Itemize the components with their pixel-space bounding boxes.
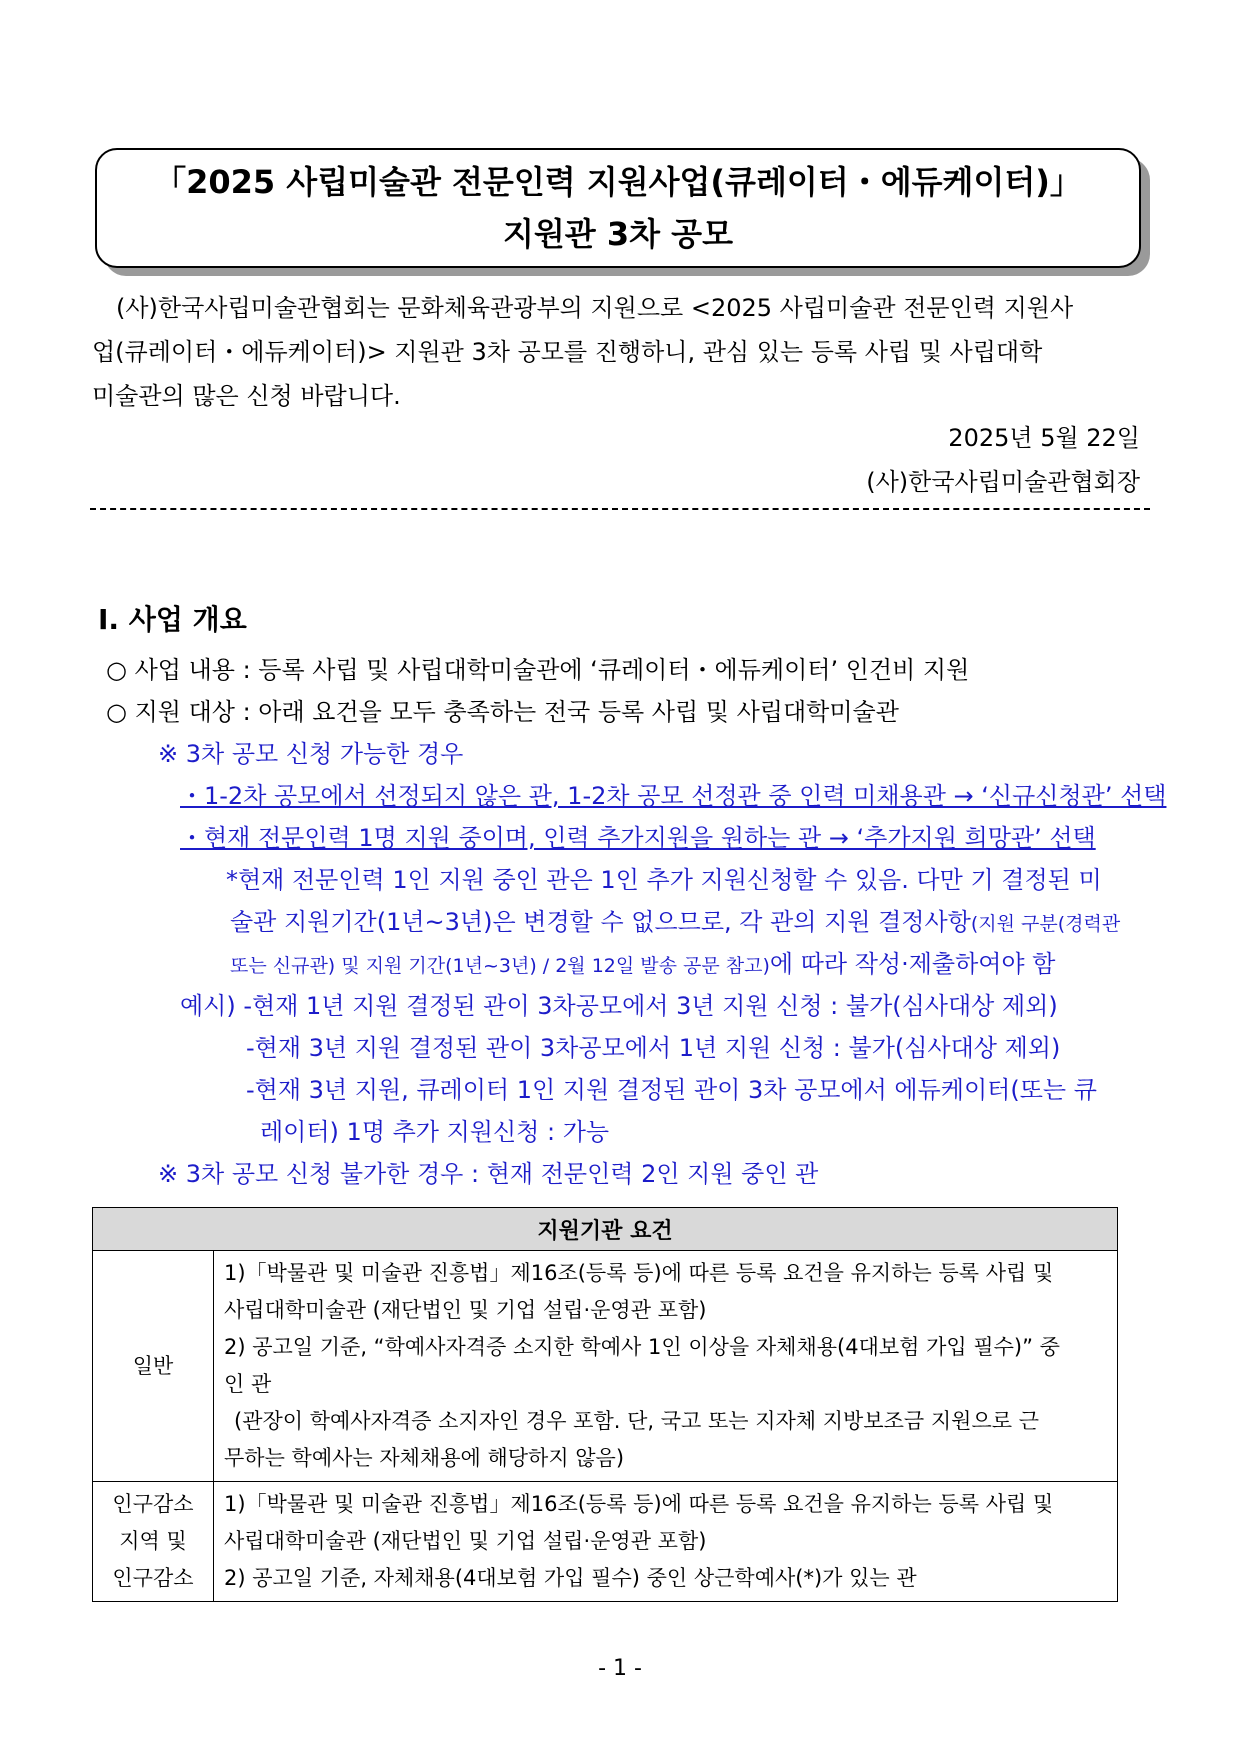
requirement-line: 2) 공고일 기준, 자체채용(4대보험 가입 필수) 중인 상근학예사(*)가 있는 관 xyxy=(224,1566,917,1590)
bullet-support-target: ○ 지원 대상 : 아래 요건을 모두 충족하는 전국 등록 사립 및 사립대학미술관 xyxy=(106,698,899,726)
page-number: - 1 - xyxy=(598,1656,642,1681)
category-population-decline xyxy=(93,1482,214,1602)
notice-date: 2025년 5월 22일 xyxy=(948,424,1140,452)
requirement-line: 2) 공고일 기준, “학예사자격증 소지한 학예사 1인 이상을 자체채용(4대보험 가입 필수)” 중 xyxy=(224,1335,1060,1359)
star-note-line-2-small: (지원 구분(경력관 xyxy=(970,913,1121,935)
example-3-line-2: 레이터) 1명 추가 지원신청 : 가능 xyxy=(260,1118,610,1146)
star-note-line-2 xyxy=(230,902,1120,937)
title-line-2: 지원관 3차 공모 xyxy=(502,215,734,253)
requirement-line: 1)「박물관 및 미술관 진흥법」제16조(등록 등)에 따른 등록 요건을 유지하는 등록 사립 및 xyxy=(224,1492,1054,1516)
category-general: 일반 xyxy=(93,1251,214,1482)
requirement-line: 1)「박물관 및 미술관 진흥법」제16조(등록 등)에 따른 등록 요건을 유지하는 등록 사립 및 xyxy=(224,1261,1054,1285)
star-note-line-3-small: 또는 신규관) 및 지원 기간(1년~3년) / 2월 12일 발송 공문 참고) xyxy=(230,955,770,977)
table-row xyxy=(93,1251,1118,1482)
bullet-business-content: ○ 사업 내용 : 등록 사립 및 사립대학미술관에 ‘큐레이터・에듀케이터’ 인건비 지원 xyxy=(106,656,970,684)
dashed-divider xyxy=(90,508,1150,510)
title-box xyxy=(95,148,1141,268)
category-line: 인구감소 xyxy=(112,1566,194,1590)
case-additional-support: ・현재 전문인력 1명 지원 중이며, 인력 추가지원을 원하는 관 → ‘추가지원 희망관’ 선택 xyxy=(180,824,1096,852)
star-note-line-1: *현재 전문인력 1인 지원 중인 관은 1인 추가 지원신청할 수 있음. 다만 기 결정된 미 xyxy=(226,866,1102,894)
table-row xyxy=(93,1482,1118,1602)
requirements-table xyxy=(92,1207,1118,1602)
title-line-1: 「2025 사립미술관 전문인력 지원사업(큐레이터・에듀케이터)」 xyxy=(154,163,1082,201)
example-1: 예시) -현재 1년 지원 결정된 관이 3차공모에서 3년 지원 신청 : 불가(심사대상 제외) xyxy=(180,992,1058,1020)
note-possible-cases: ※ 3차 공모 신청 가능한 경우 xyxy=(158,740,464,768)
star-note-line-2-main: 술관 지원기간(1년~3년)은 변경할 수 없으므로, 각 관의 지원 결정사항 xyxy=(230,908,971,936)
section-heading: Ⅰ. 사업 개요 xyxy=(98,603,247,636)
requirement-line: (관장이 학예사자격증 소지자인 경우 포함. 단, 국고 또는 지자체 지방보조금 지원으로 근 xyxy=(234,1409,1039,1433)
notice-signature: (사)한국사립미술관협회장 xyxy=(866,468,1140,496)
requirement-line: 사립대학미술관 (재단법인 및 기업 설립·운영관 포함) xyxy=(224,1298,707,1322)
requirements-population-decline xyxy=(214,1482,1118,1602)
star-note-line-3 xyxy=(230,944,1055,979)
intro-line-2: 업(큐레이터・에듀케이터)> 지원관 3차 공모를 진행하니, 관심 있는 등록 사립 및 사립대학 xyxy=(92,338,1043,366)
note-impossible-case: ※ 3차 공모 신청 불가한 경우 : 현재 전문인력 2인 지원 중인 관 xyxy=(158,1160,819,1188)
table-header: 지원기관 요건 xyxy=(93,1208,1118,1251)
category-line: 지역 및 xyxy=(119,1529,187,1553)
requirements-general xyxy=(214,1251,1118,1482)
intro-line-1: (사)한국사립미술관협회는 문화체육관광부의 지원으로 <2025 사립미술관 전문인력 지원사 xyxy=(116,294,1074,322)
case-new-applicant: ・1-2차 공모에서 선정되지 않은 관, 1-2차 공모 선정관 중 인력 미채용관 → ‘신규신청관’ 선택 xyxy=(180,782,1167,810)
category-line: 인구감소 xyxy=(112,1492,194,1516)
intro-line-3: 미술관의 많은 신청 바랍니다. xyxy=(92,382,401,410)
star-note-line-3-main: 에 따라 작성·제출하여야 함 xyxy=(769,950,1056,978)
requirement-line: 인 관 xyxy=(224,1372,272,1396)
table-header-row xyxy=(93,1208,1118,1251)
requirement-line: 사립대학미술관 (재단법인 및 기업 설립·운영관 포함) xyxy=(224,1529,707,1553)
example-2: -현재 3년 지원 결정된 관이 3차공모에서 1년 지원 신청 : 불가(심사대상 제외) xyxy=(246,1034,1061,1062)
requirement-line: 무하는 학예사는 자체채용에 해당하지 않음) xyxy=(224,1446,625,1470)
example-3-line-1: -현재 3년 지원, 큐레이터 1인 지원 결정된 관이 3차 공모에서 에듀케이터(또는 큐 xyxy=(246,1076,1097,1104)
